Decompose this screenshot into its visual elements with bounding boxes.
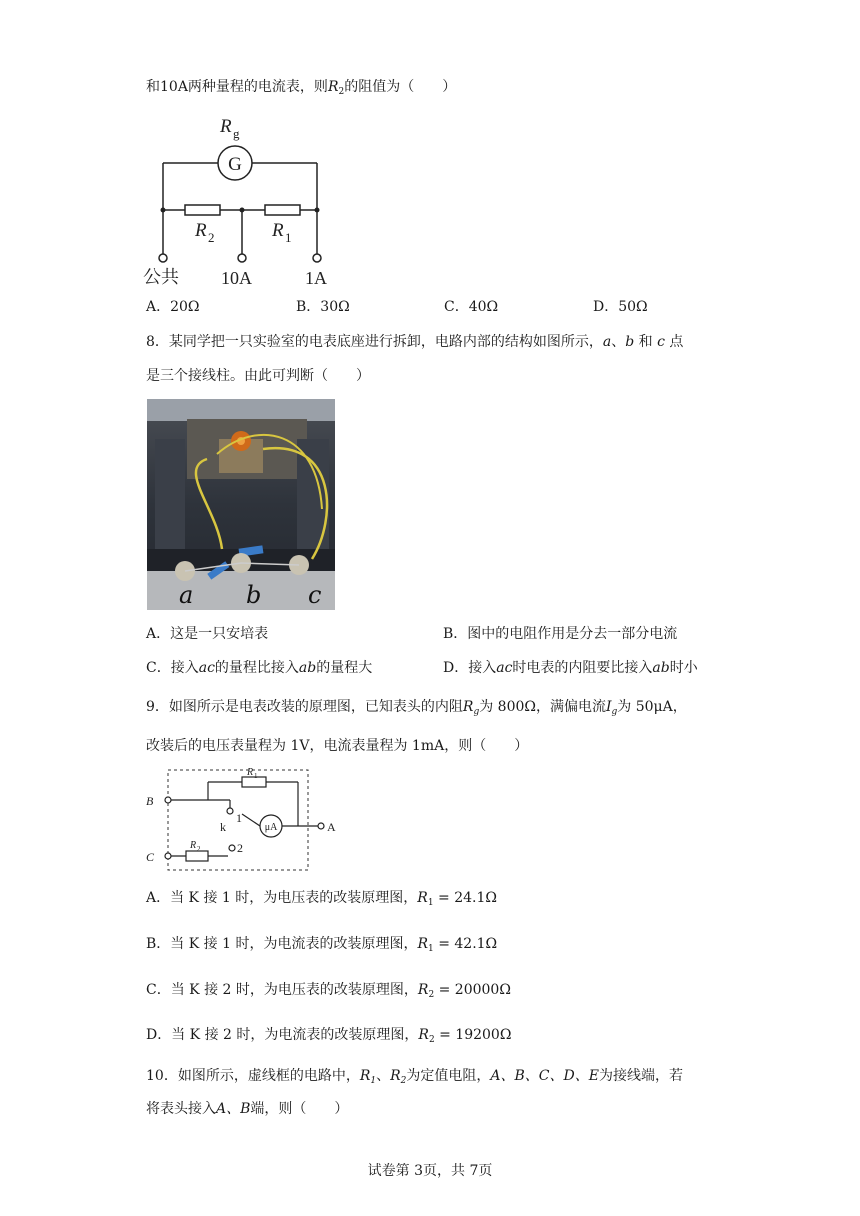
- q8d-text-b: 时电表的内阻要比接入: [512, 660, 653, 676]
- q8d-text-a: D．接入: [443, 660, 497, 676]
- q7-option-c: C．40Ω: [444, 299, 499, 315]
- terminal-10a: [238, 254, 246, 262]
- label-b: B: [146, 794, 154, 808]
- rg-label: R: [220, 116, 232, 137]
- r2-resistor: [185, 205, 220, 215]
- switch-contact-1: [227, 808, 233, 814]
- q7-stem-tail: [146, 77, 456, 102]
- q8-option-d: [443, 658, 698, 678]
- q9-rg-subscript: g: [473, 707, 480, 717]
- q9-stem-line1: [146, 697, 687, 722]
- r1-subscript: 1: [285, 230, 292, 245]
- q8-stem-line1: [146, 332, 683, 352]
- q9-r2-label: R: [190, 840, 197, 851]
- q8-point-b: b: [625, 334, 635, 350]
- label-1a: 1A: [305, 268, 327, 288]
- rg-subscript: g: [233, 126, 240, 141]
- q7-r2-symbol: R: [327, 79, 339, 95]
- r2-label: R: [195, 220, 207, 241]
- q9-r1-label: R: [247, 767, 254, 778]
- pos-2-label: 2: [237, 841, 243, 855]
- q7-option-d: D．50Ω: [593, 299, 648, 315]
- q8c-ab: ab: [298, 660, 317, 676]
- q10-stem-line1: [146, 1066, 683, 1091]
- q9-option-c: [146, 980, 511, 1005]
- q9-option-a: [146, 888, 497, 913]
- q9b-r-symbol: R: [417, 936, 429, 952]
- q7-text-b: 的阻值为（ ）: [344, 79, 457, 95]
- q9-rg-symbol: R: [462, 699, 474, 715]
- label-common: 公共: [143, 267, 179, 287]
- q8-and: 和: [634, 334, 658, 350]
- q7-text-a: 和10A两种量程的电流表，则: [146, 79, 328, 95]
- pos-1-label: 1: [236, 811, 242, 825]
- q8-text-a: 8．某同学把一只实验室的电表底座进行拆卸，电路内部的结构如图所示，: [146, 334, 603, 350]
- q7-r2-subscript: 2: [338, 87, 345, 97]
- q10-r2-symbol: R: [390, 1068, 401, 1084]
- q9d-r-symbol: R: [418, 1027, 429, 1043]
- q8-stem-line2: 是三个接线柱。由此可判断（ ）: [146, 368, 370, 384]
- q9-option-b: [146, 934, 497, 959]
- r1-label: R: [272, 220, 284, 241]
- q10-text-b: 为定值电阻，: [406, 1068, 491, 1084]
- r2-subscript: 2: [208, 230, 215, 245]
- terminal-1a: [313, 254, 321, 262]
- q10-stem-line2: [146, 1099, 348, 1119]
- q10-r1-subscript: 1: [370, 1076, 377, 1086]
- label-10a: 10A: [221, 268, 252, 288]
- q9a-r-symbol: R: [417, 890, 428, 906]
- q9-r1-subscript: 1: [254, 772, 258, 780]
- terminal-c: [165, 853, 171, 859]
- q10-r1-symbol: R: [359, 1068, 371, 1084]
- junction-dot: [240, 208, 245, 213]
- page-footer: 试卷第 3页，共 7页: [367, 1163, 493, 1179]
- terminal-common: [159, 254, 167, 262]
- q10-ab: A、B: [216, 1101, 251, 1117]
- q8-sep: 、: [611, 334, 626, 350]
- q9b-value: = 42.1Ω: [433, 936, 498, 952]
- meter-base-photo: [147, 399, 335, 610]
- q9-ig-symbol: I: [606, 699, 612, 715]
- q7-option-a: A．20Ω: [146, 299, 200, 315]
- q9a-r-subscript: 1: [427, 898, 434, 908]
- q10-terminals: A、B、C、D、E: [490, 1068, 599, 1084]
- q7-circuit-diagram: [140, 108, 350, 293]
- q9b-r-subscript: 1: [428, 944, 434, 954]
- q8c-text-a: C．接入: [146, 660, 199, 676]
- label-a: A: [327, 820, 336, 834]
- q9c-value: = 20000Ω: [434, 982, 511, 998]
- q8d-ab: ab: [652, 660, 670, 676]
- q9d-r-subscript: 2: [428, 1035, 435, 1045]
- q10-text-d: 将表头接入: [146, 1101, 216, 1117]
- photo-label-c: c: [308, 581, 322, 609]
- q9d-text: D．当 K 接 2 时，为电流表的改装原理图，: [146, 1027, 419, 1043]
- label-c: C: [146, 850, 155, 864]
- switch-contact-2: [229, 845, 235, 851]
- switch-k-label: k: [220, 820, 226, 834]
- q10-text-c: 为接线端，若: [598, 1068, 683, 1084]
- junction-dot: [315, 208, 320, 213]
- microammeter-label: μA: [264, 822, 278, 833]
- q9-option-d: [146, 1025, 511, 1050]
- q9b-text: B．当 K 接 1 时，为电流表的改装原理图，: [146, 936, 418, 952]
- q9c-text: C．当 K 接 2 时，为电压表的改装原理图，: [146, 982, 418, 998]
- q9a-text: A．当 K 接 1 时，为电压表的改装原理图，: [146, 890, 418, 906]
- junction-dot: [161, 208, 166, 213]
- terminal-a: [318, 823, 324, 829]
- q9-circuit-diagram: [140, 766, 350, 874]
- q9-ig-subscript: g: [611, 707, 618, 717]
- q8d-text-c: 时小: [669, 660, 698, 676]
- q7-option-b: B．30Ω: [296, 299, 350, 315]
- photo-label-b: b: [246, 581, 262, 609]
- q8c-text-c: 的量程大: [316, 660, 373, 676]
- q9d-value: = 19200Ω: [434, 1027, 512, 1043]
- q9-stem-line2: 改装后的电压表量程为 1V，电流表量程为 1mA，则（ ）: [146, 738, 529, 754]
- galvanometer-label: G: [228, 154, 242, 175]
- q10-r2-subscript: 2: [400, 1076, 407, 1086]
- r1-resistor: [265, 205, 300, 215]
- terminal-b: [165, 797, 171, 803]
- q9a-value: = 24.1Ω: [433, 890, 497, 906]
- q10-sep: 、: [376, 1068, 391, 1084]
- q8-point-a: a: [602, 334, 612, 350]
- q8d-ac: ac: [496, 660, 513, 676]
- q8c-text-b: 的量程比接入: [214, 660, 299, 676]
- q8-text-b: 点: [664, 334, 684, 350]
- q9c-r-symbol: R: [417, 982, 429, 998]
- q10-text-e: 端，则（ ）: [250, 1101, 349, 1117]
- q9-text-a: 9．如图所示是电表改装的原理图，已知表头的内阻: [146, 699, 463, 715]
- photo-label-a: a: [179, 581, 194, 609]
- q8-option-c: [146, 658, 372, 678]
- q8-option-b: B．图中的电阻作用是分去一部分电流: [443, 626, 678, 642]
- q9-text-b: 为 800Ω，满偏电流: [479, 699, 606, 715]
- q10-text-a: 10．如图所示，虚线框的电路中，: [146, 1068, 360, 1084]
- q9-r2-subscript: 2: [197, 845, 201, 853]
- q8c-ac: ac: [198, 660, 215, 676]
- q9c-r-subscript: 2: [428, 990, 435, 1000]
- q9-text-c: 为 50μA，: [617, 699, 687, 715]
- q8-point-c: c: [657, 334, 665, 350]
- q8-option-a: A．这是一只安培表: [146, 626, 269, 642]
